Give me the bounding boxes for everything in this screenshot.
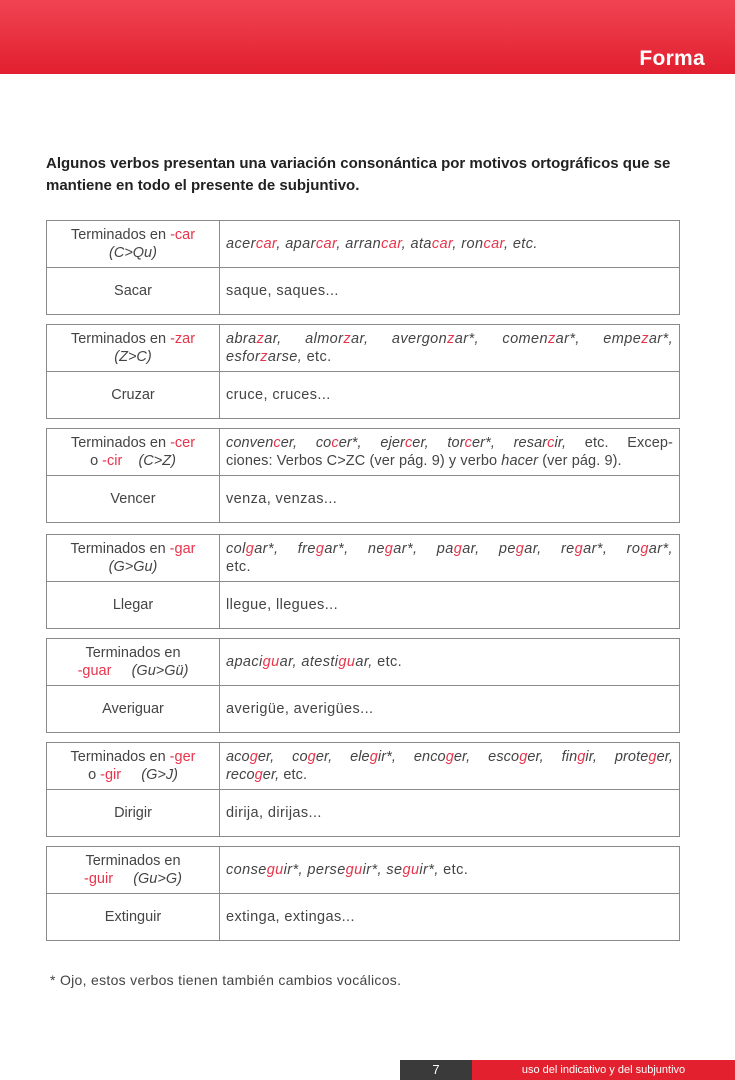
verb-group-car (46, 220, 680, 315)
header-bar (0, 0, 735, 74)
group-label: Terminados en -gar (G>Gu) (47, 535, 220, 582)
model-verb: Cruzar (47, 372, 220, 419)
model-verb: Vencer (47, 476, 220, 523)
model-forms: extinga, extingas... (220, 894, 680, 941)
model-forms: venza, venzas... (220, 476, 680, 523)
ending: -guar (77, 663, 112, 679)
model-forms: averigüe, averigües... (220, 686, 680, 733)
intro-text: Algunos verbos presentan una variación consonántica por motivos ortográficos que se mantiene en todo el presente de subjuntivo. (46, 155, 671, 194)
change: (C>Z) (138, 453, 176, 469)
change: (G>J) (141, 767, 178, 783)
group-label: Terminados en -zar (Z>C) (47, 325, 220, 372)
change: (Gu>G) (133, 871, 182, 887)
model-verb: Llegar (47, 582, 220, 629)
verb-group-cer-cir (46, 428, 680, 523)
model-forms: saque, saques... (220, 268, 680, 315)
ending: -zar (170, 331, 196, 347)
group-label: Terminados en -car (C>Qu) (47, 221, 220, 268)
verb-group-gar (46, 534, 680, 629)
model-verb: Dirigir (47, 790, 220, 837)
ending: -car (170, 227, 196, 243)
model-verb: Averiguar (47, 686, 220, 733)
ending: -gar (169, 541, 196, 557)
ending-2: -gir (100, 767, 122, 783)
ending-2: -cir (102, 453, 123, 469)
examples: conseguir*, perseguir*, seguir*, etc. (220, 847, 680, 894)
change: (Gu>Gü) (131, 663, 189, 679)
ending: -ger (169, 749, 196, 765)
group-label: Terminados en -guir (Gu>G) (47, 847, 220, 894)
examples: abrazar, almorzar, avergonzar*, comenzar*, empezar*, esforzarse, etc. (220, 325, 680, 372)
group-label: Terminados en -guar (Gu>Gü) (47, 639, 220, 686)
model-verb: Sacar (47, 268, 220, 315)
section-title: Forma (639, 47, 705, 70)
examples: acoger, coger, elegir*, encoger, escoger, fingir, proteger, recoger, etc. (220, 743, 680, 790)
change: (G>Gu) (108, 559, 158, 575)
footnote: * Ojo, estos verbos tienen también cambios vocálicos. (50, 972, 402, 988)
footer-title: uso del indicativo y del subjuntivo (472, 1060, 735, 1080)
verb-group-guar (46, 638, 680, 733)
change: (C>Qu) (109, 245, 157, 261)
ending: -cer (170, 435, 196, 451)
verb-group-zar (46, 324, 680, 419)
group-label: Terminados en -ger o -gir (G>J) (47, 743, 220, 790)
examples: colgar*, fregar*, negar*, pagar, pegar, regar*, rogar*, etc. (220, 535, 680, 582)
change: (Z>C) (114, 349, 152, 365)
page-number: 7 (400, 1060, 472, 1080)
examples: acercar, aparcar, arrancar, atacar, roncar, etc. (220, 221, 680, 268)
examples: convencer, cocer*, ejercer, torcer*, resarcir, etc. Excep- ciones: Verbos C>ZC (ver pág. 9) y verbo hacer (ver pág. 9). (220, 429, 680, 476)
verb-group-ger-gir (46, 742, 680, 837)
model-forms: dirija, dirijas... (220, 790, 680, 837)
group-label: Terminados en -cer o -cir (C>Z) (47, 429, 220, 476)
ending: -guir (84, 871, 114, 887)
verb-group-guir (46, 846, 680, 941)
model-forms: llegue, llegues... (220, 582, 680, 629)
model-forms: cruce, cruces... (220, 372, 680, 419)
model-verb: Extinguir (47, 894, 220, 941)
examples: apaciguar, atestiguar, etc. (220, 639, 680, 686)
